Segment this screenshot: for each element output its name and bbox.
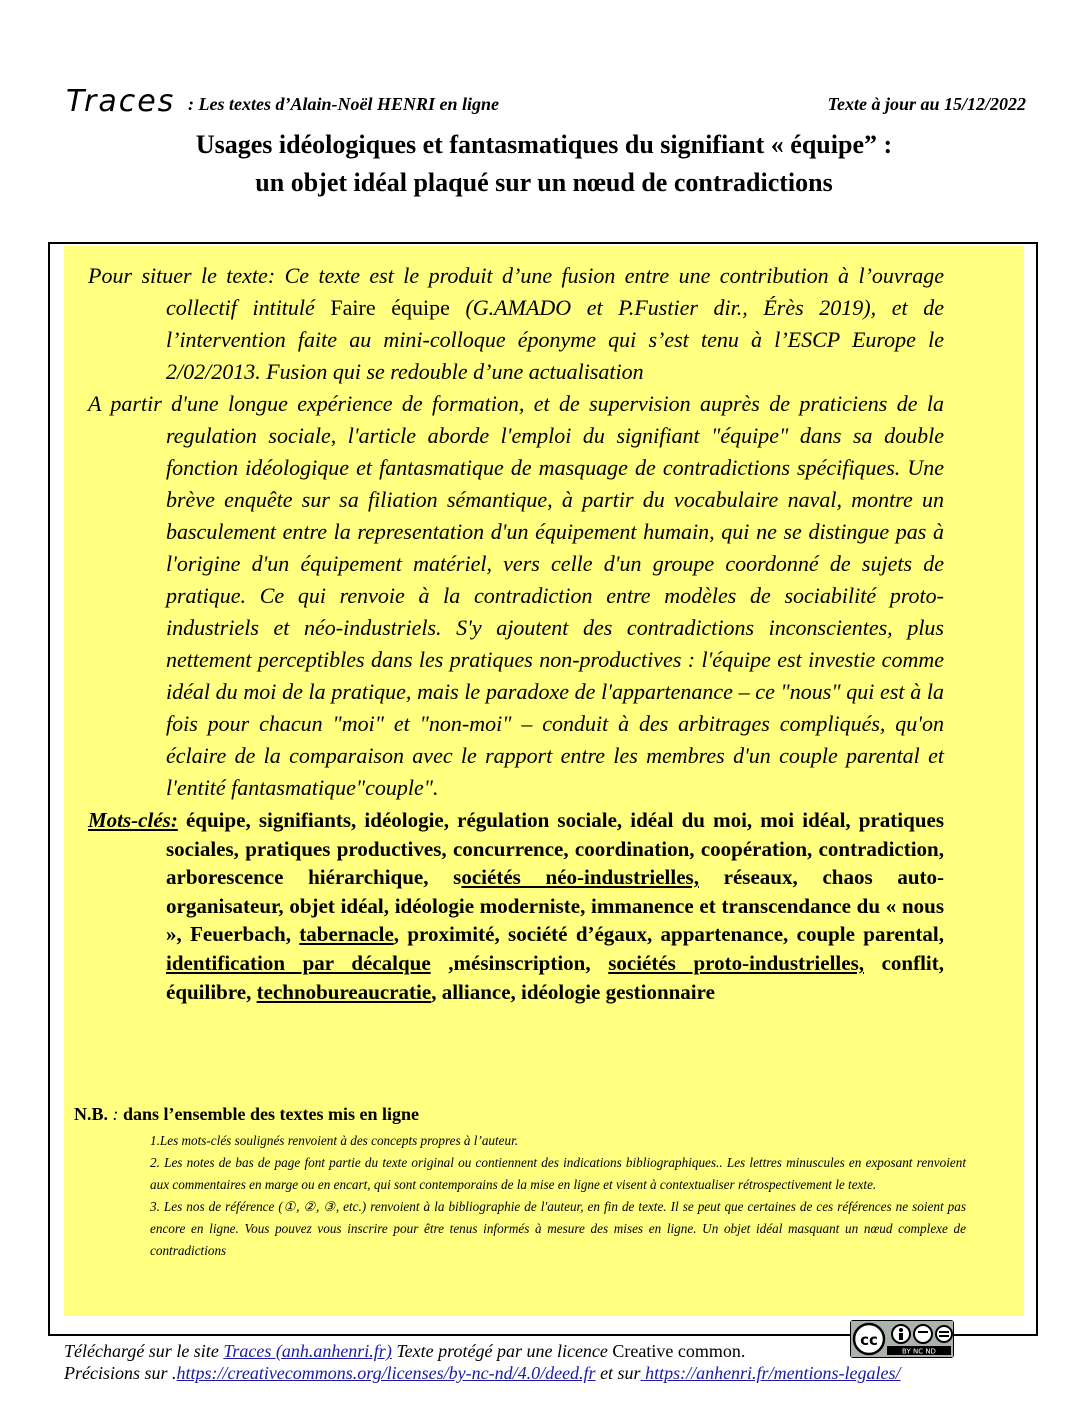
keywords-text: équipe, signifiants, idéologie, régulation sociale, idéal du moi, moi idéal, pratiques sociales, pratiques productives, concurrence, coordination, coopération, contradiction, arborescence hiérarchique, s [166, 808, 944, 890]
traces-site-link[interactable]: Traces (anh.anhenri.fr) [223, 1341, 392, 1361]
context-paragraph [88, 260, 944, 388]
footer-mid: Texte protégé par une licence [391, 1341, 613, 1361]
keyword-concept: tabernacle [299, 922, 394, 947]
keywords-text: ,mésinscription, [430, 950, 609, 975]
book-title: Faire équipe [330, 295, 450, 320]
footer-and: et sur [595, 1363, 641, 1383]
legal-notice-link[interactable]: https://anhenri.fr/mentions-legales/ [640, 1363, 901, 1383]
nb-notes [150, 1130, 966, 1262]
footer-line2-prefix: Précisions sur . [64, 1363, 177, 1383]
brand-logo: Traces [66, 84, 176, 119]
footer-line-bottom [64, 1362, 901, 1384]
title-line-1: Usages idéologiques et fantasmatiques du signifiant « équipe” : [195, 130, 893, 159]
keywords-text: réseaux, chaos auto-organisateur, objet idéal, idéologie moderniste, immanence et transcendance du « nous », Feuerbach, [166, 865, 944, 947]
nb-text: dans l’ensemble des textes mis en ligne [118, 1104, 420, 1124]
document-title [40, 126, 1048, 202]
keywords-text: conflit, équilibre, [166, 950, 945, 1004]
abstract-paragraph: A partir d'une longue expérience de formation, et de supervision auprès de praticiens de la regulation sociale, l'article aborde l'emploi du signifiant "équipe" dans sa double fonction idéologique et fantasmatique de masquage de contradictions spécifiques. Une brève enquête sur sa filiation sémantique, à partir du vocabulaire naval, montre un basculement entre la representation d'un équipement humain, qui ne se distingue pas à l'origine d'un équipement matériel, vers celle d'un groupe coordonné de sujets de pratique. Ce qui renvoie à la contradiction entre modèles de sociabilité proto-industriels et néo-industriels. S'y ajoutent des contradictions inconscientes, plus nettement perceptibles dans les pratiques non-productives : l'équipe est investie comme idéal du moi de la pratique, mais le paradoxe de l'appartenance – ce "nous" qui est à la fois pour chacun "moi" et "non-moi" – conduit à des arbitrages compliqués, qu'on éclaire de la comparaison avec le rapport entre les membres d'un couple parental et l'entité fantasmatique"couple". [88, 391, 944, 800]
context-text-a: Pour situer le texte: Ce texte est le produit d’une fusion entre une contribution à l’ouvrage collectif intitulé [88, 263, 944, 320]
nb-colon: : [112, 1104, 119, 1124]
keyword-concept: identification par décalque [166, 950, 431, 975]
footer-prefix: Téléchargé sur le site [64, 1341, 224, 1361]
nb-note-3: 3. Les nos de référence (①, ②, ③, etc.) renvoient à la bibliographie de l'auteur, en fin de texte. Il se peut que certaines de ces références ne soient pas encore en ligne. Vous pouvez vous inscrire pour être tenus informés à mesure des mises en ligne. Un objet idéal masquant un nœud complexe de contradictions [150, 1199, 966, 1258]
title-line-2: un objet idéal plaqué sur un nœud de contradictions [255, 168, 833, 197]
keyword-concept: technobureaucratie [256, 979, 432, 1004]
license-name: Creative common. [612, 1341, 746, 1361]
header-subtitle: : Les textes d’Alain-Noël HENRI en ligne [188, 94, 499, 114]
keywords-block [88, 806, 944, 1006]
context-text-b: (G.AMADO et P.Fustier dir., Érès 2019), et de l’intervention faite au mini-colloque éponyme qui s’est tenu à l’ESCP Europe le 2/02/2013. Fusion qui se redouble d’une actualisation [166, 295, 944, 384]
nb-label: N.B. [74, 1104, 109, 1124]
keyword-concept: ociétés néo-industrielles, [461, 865, 699, 890]
keywords-label: Mots-clés: [88, 808, 178, 832]
keywords-text: , proximité, société d’égaux, appartenance, couple parental, [393, 922, 944, 947]
document-header [66, 84, 1026, 118]
cc-badge-subtext: BY NC ND [902, 1347, 936, 1356]
update-date: Texte à jour au 15/12/2022 [827, 94, 1026, 114]
footer-line-top [64, 1340, 745, 1362]
keywords-text: , alliance, idéologie gestionnaire [431, 979, 715, 1004]
cc-deed-link[interactable]: https://creativecommons.org/licenses/by-nc-nd/4.0/deed.fr [176, 1363, 596, 1383]
cc-badge-graphic [851, 1321, 953, 1357]
nb-note-2: 2. Les notes de bas de page font partie du texte original ou contiennent des indications bibliographiques.. Les lettres minuscules en exposant renvoient aux commentaires en marge ou en encart, qui sont contemporains de la mise en ligne et visent à contextualiser rétrospectivement le texte. [150, 1155, 966, 1192]
nb-heading [74, 1104, 419, 1125]
keyword-concept: sociétés proto-industrielles, [608, 950, 864, 975]
cc-badge-text: cc [860, 1331, 878, 1349]
nb-note-1: 1.Les mots-clés soulignés renvoient à des concepts propres à l’auteur. [150, 1133, 519, 1148]
cc-license-icon[interactable] [850, 1320, 954, 1358]
